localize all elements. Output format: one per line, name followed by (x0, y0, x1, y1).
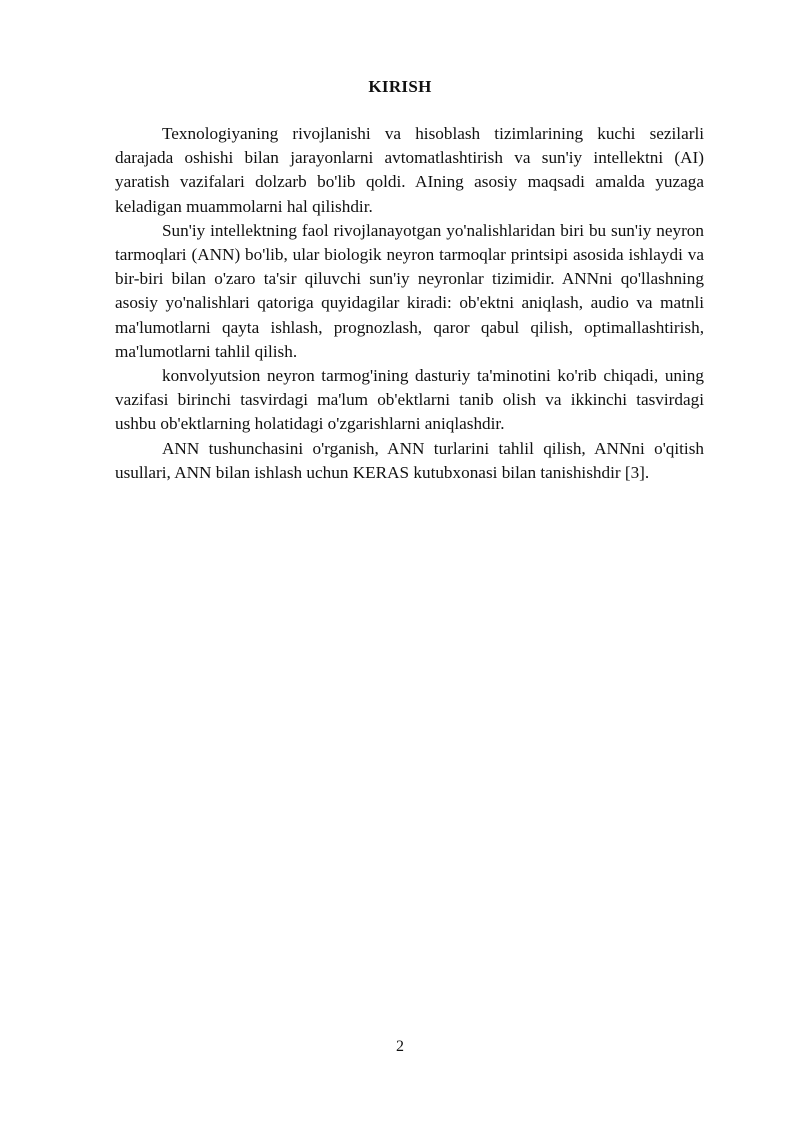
paragraph: ANN tushunchasini o'rganish, ANN turlarini tahlil qilish, ANNni o'qitish usullari, ANN bilan ishlash uchun KERAS kutubxonasi bilan tanishishdir [3]. (115, 438, 704, 482)
page-title: KIRISH (368, 77, 432, 96)
body-text (115, 122, 704, 485)
paragraph: konvolyutsion neyron tarmog'ining dasturiy ta'minotini ko'rib chiqadi, uning vazifasi birinchi tasvirdagi ma'lum ob'ektlarni tanib olish va ikkinchi tasvirdagi ushbu ob'ektlarning holatidagi o'zgarishlarni aniqlashdir. (115, 366, 704, 434)
paragraph: Sun'iy intellektning faol rivojlanayotgan yo'nalishlaridan biri bu sun'iy neyron tarmoqlari (ANN) bo'lib, ular biologik neyron tarmoqlar printsipi asosida ishlaydi va bir-biri bilan o'zaro ta'sir qiluvchi sun'iy neyronlar tizimidir. ANNni qo'llashning asosiy yo'nalishlari qatoriga quyidagilar kiradi: ob'ektni aniqlash, audio va matnli ma'lumotlarni qayta ishlash, prognozlash, qaror qabul qilish, optimallashtirish, ma'lumotlarni tahlil qilish. (115, 220, 704, 361)
page-number: 2 (396, 1038, 404, 1055)
paragraph: Texnologiyaning rivojlanishi va hisoblash tizimlarining kuchi sezilarli darajada oshishi bilan jarayonlarni avtomatlashtirish va sun'iy intellektni (AI) yaratish vazifalari dolzarb bo'lib qoldi. AIning asosiy maqsadi amalda yuzaga keladigan muammolarni hal qilishdir. (115, 124, 704, 216)
